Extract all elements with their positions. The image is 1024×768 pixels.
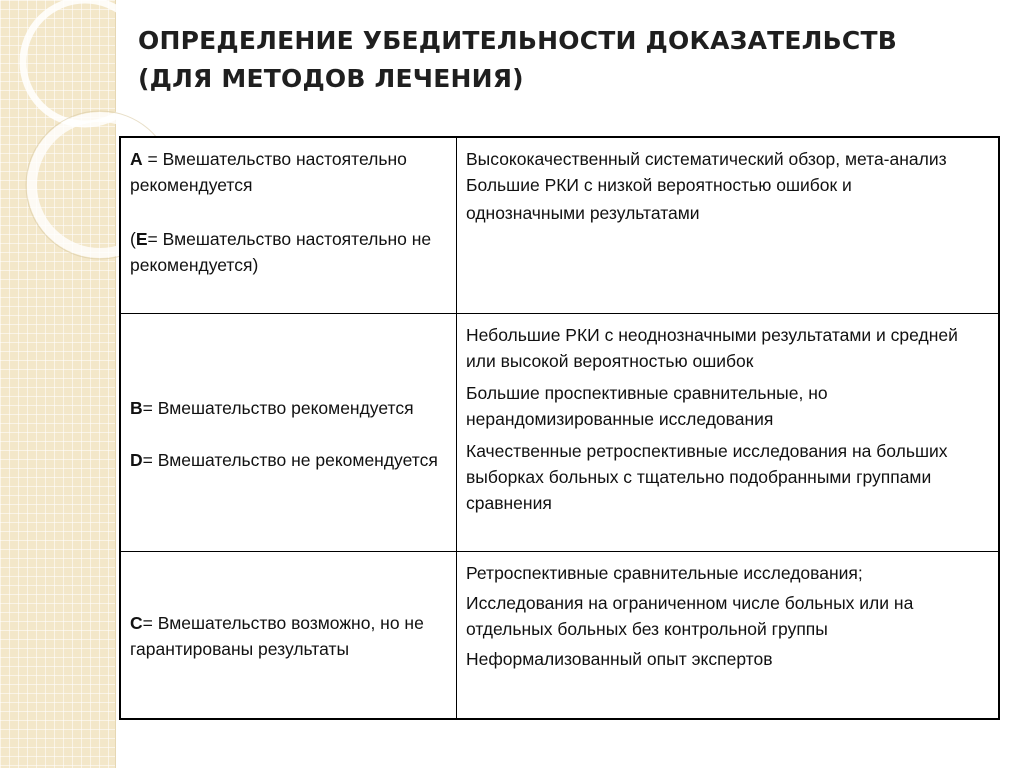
grade-cell-a-e <box>120 137 457 314</box>
grade-letter-a: A <box>130 149 143 169</box>
evidence-item: Ретроспективные сравнительные исследования; <box>466 563 863 583</box>
grade-letter-e: E <box>135 229 148 249</box>
grade-c-text: = Вмешательство возможно, но не гарантированы результаты <box>130 613 424 659</box>
grade-a <box>130 146 448 198</box>
grade-cell-c <box>120 552 457 720</box>
table-row-b-d <box>120 314 999 552</box>
grade-e-text: = Вмешательство настоятельно не рекомендуется <box>130 229 432 275</box>
evidence-cell-c <box>457 552 1000 720</box>
grade-b <box>130 395 448 421</box>
grade-letter-c: C <box>130 613 143 633</box>
grade-e-suffix: ) <box>252 255 259 275</box>
evidence-grades-table <box>119 136 1000 720</box>
evidence-item: Исследования на ограниченном числе больных или на отдельных больных без контрольной группы <box>466 593 914 639</box>
grade-e <box>130 226 448 278</box>
evidence-cell-a-e <box>457 137 1000 314</box>
grade-letter-d: D <box>130 449 143 470</box>
evidence-item: Небольшие РКИ с неоднозначными результатами и средней или высокой вероятностью ошибок <box>466 325 958 371</box>
evidence-cell-b-d <box>457 314 1000 552</box>
slide-title-line-2: (ДЛЯ МЕТОДОВ ЛЕЧЕНИЯ) <box>138 64 524 93</box>
grade-cell-b-d <box>120 314 457 552</box>
slide-title <box>138 22 998 98</box>
grade-b-text: = Вмешательство рекомендуется <box>142 397 414 418</box>
evidence-item: Качественные ретроспективные исследования на больших выборках больных с тщательно подобранными группами сравнения <box>466 441 948 513</box>
evidence-item: Большие РКИ с низкой вероятностью ошибок и <box>466 175 852 195</box>
evidence-item: Большие проспективные сравнительные, но нерандомизированные исследования <box>466 383 828 429</box>
grade-letter-b: B <box>130 397 143 418</box>
table-row-c <box>120 552 999 720</box>
slide-title-line-1: ОПРЕДЕЛЕНИЕ УБЕДИТЕЛЬНОСТИ ДОКАЗАТЕЛЬСТВ <box>138 26 897 55</box>
evidence-item: Неформализованный опыт экспертов <box>466 649 773 669</box>
grade-d-text: = Вмешательство не рекомендуется <box>142 449 438 470</box>
decorative-ring-top <box>23 0 147 124</box>
grade-c <box>130 610 448 662</box>
table-row-a-e <box>120 137 999 314</box>
evidence-item: Высококачественный систематический обзор, мета-анализ <box>466 149 947 169</box>
grade-e-prefix: ( <box>130 229 136 249</box>
evidence-item: однозначными результатами <box>466 203 700 223</box>
grade-d <box>130 447 448 473</box>
grade-a-text: = Вмешательство настоятельно рекомендуется <box>130 149 407 195</box>
